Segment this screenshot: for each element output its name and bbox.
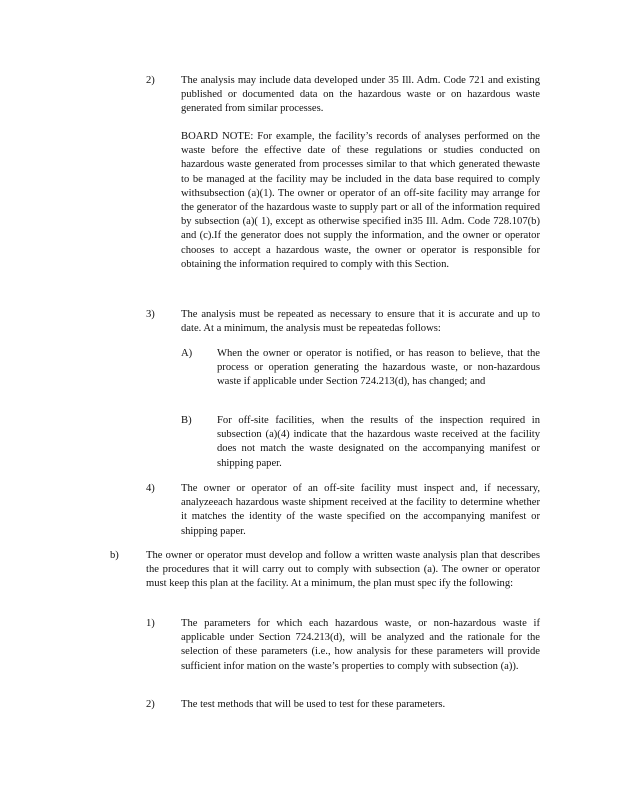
subitem-b-text: For off-site facilities, when the results of the inspection required in subsection (a)(4) indicate that the hazardous waste received at the facility does not match the waste designated on the accompanying manifest or shipping paper. [217, 415, 540, 469]
subitem-b-letter: B) [181, 415, 192, 426]
subitem-a-text: When the owner or operator is notified, or has reason to believe, that the process or operation generating the hazardous waste, or non-hazardous waste if applicable under Section 724.213(d), has changed; and [217, 348, 540, 388]
item-a4-text: The owner or operator of an off-site facility must inspect and, if necessary, analyzeeach hazardous waste shipment received at the facility to determine whether it matches the identity of the waste specified on the accompanying manifest or shipping paper. [181, 483, 540, 537]
item-b2-text: The test methods that will be used to test for these parameters. [181, 699, 446, 710]
subitem-a-letter: A) [181, 348, 193, 359]
section-b-letter: b) [110, 550, 119, 561]
item-b2-number: 2) [146, 699, 155, 710]
item-a2-number: 2) [146, 75, 155, 86]
item-a3-number: 3) [146, 309, 155, 320]
item-b1-text: The parameters for which each hazardous waste, or non-hazardous waste if applicable under Section 724.213(d), will be analyzed and the rationale for the selection of these parameters (i.e., how analysis for these parameters will provide sufficient infor mation on the waste’s properties to comply with subsection (a)). [181, 618, 540, 672]
section-b-text: The owner or operator must develop and follow a written waste analysis plan that describes the procedures that it will carry out to comply with subsection (a). The owner or operator must keep this plan at the facility. At a minimum, the plan must spec ify the following: [146, 550, 540, 590]
item-a2-text: The analysis may include data developed under 35 Ill. Adm. Code 721 and existing published or documented data on the hazardous waste or on hazardous waste generated from similar processes. [181, 75, 540, 115]
board-note: BOARD NOTE: For example, the facility’s records of analyses performed on the waste before the effective date of these regulations or studies conducted on hazardous waste generated from processes similar to that which generated thewaste to be managed at the facility may be included in the data base required to comply withsubsection (a)(1). The owner or operator of an off-site facility may arrange for the generator of the hazardous waste to supply part or all of the information required by subsection (a)( 1), except as otherwise specified in35 Ill. Adm. Code 728.107(b) and (c).If the generator does not supply the information, and the owner or operator chooses to accept a hazardous waste, the owner or operator is responsible for obtaining the information required to comply with this Section. [181, 131, 540, 270]
item-b1-number: 1) [146, 618, 155, 629]
item-a3-text: The analysis must be repeated as necessary to ensure that it is accurate and up to date. At a minimum, the analysis must be repeatedas follows: [181, 309, 540, 335]
item-a4-number: 4) [146, 483, 155, 494]
